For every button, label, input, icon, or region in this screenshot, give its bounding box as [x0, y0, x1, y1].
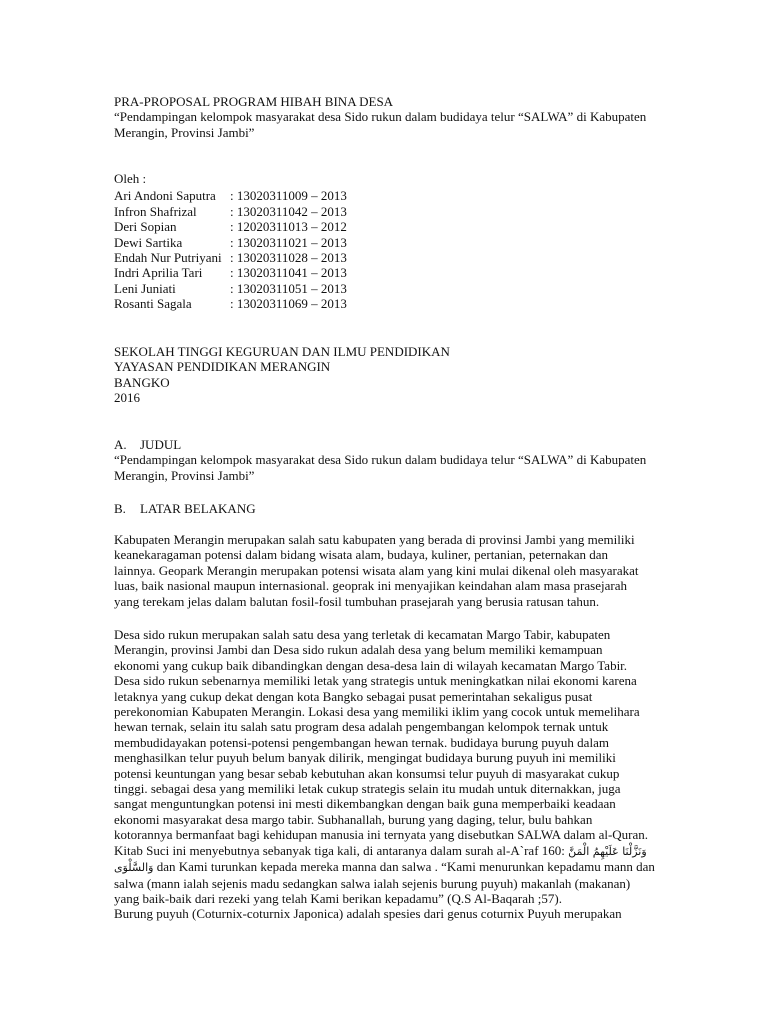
paragraph-line: ekonomi yang cukup baik dibandingkan dengan desa-desa lain di wilayah kecamatan Margo Tabir. [114, 657, 628, 673]
author-id: : 13020311051 – 2013 [230, 280, 347, 296]
section-a-number: A. [114, 437, 127, 452]
institution-name: SEKOLAH TINGGI KEGURUAN DAN ILMU PENDIDIKAN [114, 344, 450, 359]
author-row [114, 204, 660, 219]
city-name: BANGKO [114, 374, 170, 390]
author-name: Ari Andoni Saputra [114, 188, 216, 204]
section-b-title: LATAR BELAKANG [140, 501, 256, 516]
quran-citation-line-1 [114, 843, 660, 859]
section-a-text-line-1: “Pendampingan kelompok masyarakat desa Sido rukun dalam budidaya telur “SALWA” di Kabupaten [114, 452, 647, 468]
author-id: : 13020311069 – 2013 [230, 296, 347, 312]
paragraph-line: menghasilkan telur puyuh belum banyak dilirik, mengingat budidaya burung puyuh ini memiliki [114, 750, 616, 766]
foundation-name: YAYASAN PENDIDIKAN MERANGIN [114, 359, 331, 375]
author-id: : 13020311009 – 2013 [230, 188, 347, 204]
paragraph-line: yang baik-baik dari rezeki yang telah Kami berikan kepadamu” (Q.S Al-Baqarah ;57). [114, 890, 562, 906]
author-id: : 13020311021 – 2013 [230, 234, 347, 250]
section-b-heading-block [114, 501, 660, 516]
author-row [114, 188, 660, 203]
paragraph-line: kotorannya bermanfaat bagi kehidupan manusia ini ternyata yang disebutkan SALWA dalam al-Quran. [114, 827, 649, 843]
paragraph-line: Kabupaten Merangin merupakan salah satu kabupaten yang berada di provinsi Jambi yang memiliki [114, 532, 635, 547]
paragraph-line: ekonomi masyarakat desa margo tabir. Subhanallah, burung yang daging, telur, bulu bahkan [114, 811, 593, 827]
paragraph-line: salwa (mann ialah sejenis madu sedangkan salwa ialah sejenis burung puyuh) makanlah (makanan) [114, 875, 631, 891]
authors-block [114, 171, 660, 312]
author-name: Endah Nur Putriyani [114, 249, 222, 265]
document-subtitle-line-2: Merangin, Provinsi Jambi” [114, 124, 255, 140]
author-name: Dewi Sartika [114, 234, 183, 250]
paragraph-line: yang terekam jelas dalam balutan fosil-fosil tumbuhan prasejarah yang berusia ratusan tahun. [114, 593, 600, 609]
author-id: : 13020311042 – 2013 [230, 203, 347, 219]
arabic-verse-part-1: وَنَزَّلْنَا عَلَيْهِمُ الْمَنَّ [568, 844, 647, 858]
section-a-title: JUDUL [140, 437, 182, 452]
paragraph-line: membudidayakan potensi-potensi pengembangan hewan ternak. budidaya burung puyuh dalam [114, 734, 609, 750]
author-name: Leni Juniati [114, 280, 176, 296]
paragraph-line: potensi keuntungan yang besar sebab kebutuhan akan konsumsi telur puyuh di masyarakat cukup [114, 765, 620, 781]
author-name: Rosanti Sagala [114, 296, 192, 312]
paragraph-line: Desa sido rukun merupakan salah satu desa yang terletak di kecamatan Margo Tabir, kabupaten [114, 627, 611, 642]
document-year: 2016 [114, 390, 140, 406]
paragraph-line: keanekaragaman potensi dalam bidang wisata alam, budaya, kuliner, pertanian, peternakan dan [114, 547, 608, 563]
author-row [114, 250, 660, 265]
paragraph-line: Merangin, provinsi Jambi dan Desa sido rukun adalah desa yang belum memiliki kemampuan [114, 642, 603, 658]
document-subtitle-line-1: “Pendampingan kelompok masyarakat desa Sido rukun dalam budidaya telur “SALWA” di Kabupaten [114, 109, 647, 125]
section-a [114, 437, 660, 483]
author-id: : 13020311028 – 2013 [230, 249, 347, 265]
authors-label: Oleh : [114, 171, 147, 186]
paragraph-line: Desa sido rukun sebenarnya memiliki letak yang strategis untuk meningkatkan nilai ekonomi karena [114, 673, 637, 689]
paragraph-2 [114, 627, 660, 922]
title-block [114, 94, 660, 140]
paragraph-line: perekonomian Kabupaten Merangin. Lokasi desa yang memiliki iklim yang cocok untuk memelihara [114, 704, 640, 720]
section-b-number: B. [114, 501, 126, 516]
paragraph-line: lainnya. Geopark Merangin merupakan potensi wisata alam yang kini mulai dikenal oleh masyarakat [114, 562, 639, 578]
paragraph-line: tinggi. sebagai desa yang memiliki letak cukup strategis selain itu mudah untuk diternakkan, juga [114, 781, 621, 797]
paragraph-1 [114, 532, 660, 609]
arabic-verse-part-2: وَالسَّلْوَى [114, 861, 154, 875]
section-a-heading [114, 437, 660, 452]
quran-translation-text: dan Kami turunkan kepada mereka manna dan salwa . “Kami menurunkan kepadamu mann dan [153, 859, 655, 875]
author-row [114, 219, 660, 234]
author-id: : 12020311013 – 2012 [230, 219, 347, 235]
section-b-heading [114, 501, 660, 516]
author-row [114, 235, 660, 250]
author-name: Deri Sopian [114, 219, 177, 235]
quran-citation-line-2 [114, 859, 660, 875]
author-name: Indri Aprilia Tari [114, 265, 203, 281]
section-a-text-line-2: Merangin, Provinsi Jambi” [114, 467, 255, 483]
institution-block [114, 344, 660, 406]
quran-citation-text: Kitab Suci ini menyebutnya sebanyak tiga kali, di antaranya dalam surah al-A`raf 160: [114, 842, 569, 858]
document-title: PRA-PROPOSAL PROGRAM HIBAH BINA DESA [114, 94, 394, 109]
paragraph-line: luas, baik nasional maupun internasional. geoprak ini menyajikan keindahan alam masa prasejarah [114, 578, 627, 594]
author-row [114, 296, 660, 311]
author-row [114, 281, 660, 296]
paragraph-line: Burung puyuh (Coturnix-coturnix Japonica) adalah spesies dari genus coturnix Puyuh merupakan [114, 906, 622, 922]
author-id: : 13020311041 – 2013 [230, 265, 347, 281]
author-name: Infron Shafrizal [114, 203, 197, 219]
paragraph-line: sangat menguntungkan potensi ini mesti dikembangkan dengan baik guna memperbaiki keadaan [114, 796, 616, 812]
paragraph-line: hewan ternak, selain itu salah satu program desa adalah pengembangan kelompok ternak untuk [114, 719, 609, 735]
paragraph-line: letaknya yang cukup dekat dengan kota Bangko sebagai pusat pemerintahan sekaligus pusat [114, 688, 593, 704]
author-row [114, 265, 660, 280]
